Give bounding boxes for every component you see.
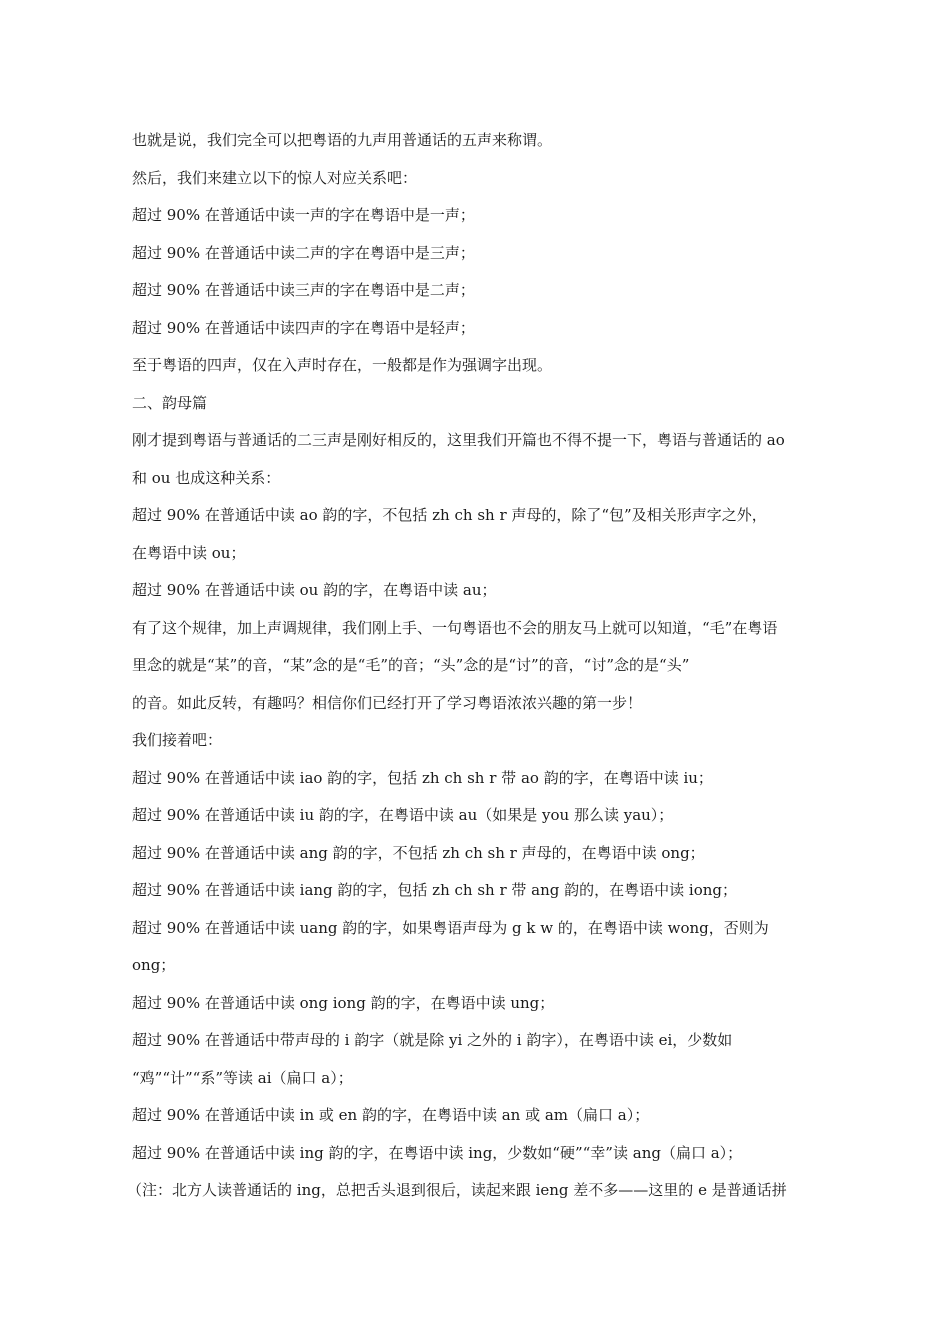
text-line: 超过 90% 在普通话中读 ou 韵的字，在粤语中读 au； [132, 581, 497, 599]
section-heading: 二、韵母篇 [132, 393, 208, 412]
text-line: 超过 90% 在普通话中读 ong iong 韵的字，在粤语中读 ung； [132, 993, 555, 1012]
text-line: 超过 90% 在普通话中读三声的字在粤语中是二声； [132, 281, 475, 299]
text-line: 超过 90% 在普通话中读 iang 韵的字，包括 zh ch sh r 带 ang 韵的，在粤语中读 iong； [132, 881, 738, 899]
text-line: 也就是说，我们完全可以把粤语的九声用普通话的五声来称谓。 [132, 131, 553, 149]
text-line: 超过 90% 在普通话中读 iu 韵的字，在粤语中读 au（如果是 you 那么读 yau）； [132, 806, 674, 824]
text-line: 然后，我们来建立以下的惊人对应关系吧： [132, 168, 418, 187]
text-line: 超过 90% 在普通话中带声母的 i 韵字（就是除 yi 之外的 i 韵字），在粤语中读 ei，少数如 [132, 1031, 733, 1049]
text-line: 在粤语中读 ou； [132, 543, 246, 562]
text-line: （注：北方人读普通话的 ing，总把舌头退到很后，读起来跟 ieng 差不多——这里的 e 是普通话拼 [127, 1181, 787, 1199]
text-line: 里念的就是“某”的音，“某”念的是“毛”的音；“头”念的是“讨”的音，“讨”念的是“头” [132, 656, 690, 674]
text-line: 超过 90% 在普通话中读 ao 韵的字，不包括 zh ch sh r 声母的，除了“包”及相关形声字之外， [132, 506, 767, 524]
text-line: 至于粤语的四声，仅在入声时存在，一般都是作为强调字出现。 [132, 356, 553, 374]
text-line: 超过 90% 在普通话中读 iao 韵的字，包括 zh ch sh r 带 ao 韵的字，在粤语中读 iu； [132, 768, 713, 787]
text-line: 超过 90% 在普通话中读二声的字在粤语中是三声； [132, 243, 475, 262]
text-line: 和 ou 也成这种关系： [132, 468, 281, 487]
document-body [127, 122, 882, 1210]
text-line: 超过 90% 在普通话中读一声的字在粤语中是一声； [132, 206, 475, 224]
text-line: 超过 90% 在普通话中读 in 或 en 韵的字，在粤语中读 an 或 am（扁口 a）； [132, 1106, 650, 1124]
text-line: 超过 90% 在普通话中读 ing 韵的字，在粤语中读 ing，少数如“硬”“幸”读 ang（扁口 a）； [132, 1143, 743, 1162]
text-line: 有了这个规律，加上声调规律，我们刚上手、一句粤语也不会的朋友马上就可以知道，“毛”在粤语 [132, 618, 778, 637]
text-line: 我们接着吧： [132, 731, 223, 749]
text-line: 超过 90% 在普通话中读四声的字在粤语中是轻声； [132, 318, 475, 337]
text-line: 超过 90% 在普通话中读 uang 韵的字，如果粤语声母为 g k w 的，在粤语中读 wong，否则为 [132, 918, 769, 937]
text-line: 超过 90% 在普通话中读 ang 韵的字，不包括 zh ch sh r 声母的，在粤语中读 ong； [132, 843, 705, 862]
text-line: 的音。如此反转，有趣吗？相信你们已经打开了学习粤语浓浓兴趣的第一步！ [132, 693, 643, 712]
text-line: “鸡”“计”“系”等读 ai（扁口 a）； [132, 1068, 353, 1087]
text-line: 刚才提到粤语与普通话的二三声是刚好相反的，这里我们开篇也不得不提一下，粤语与普通话的 ao [132, 431, 785, 449]
text-line: ong； [132, 956, 176, 974]
